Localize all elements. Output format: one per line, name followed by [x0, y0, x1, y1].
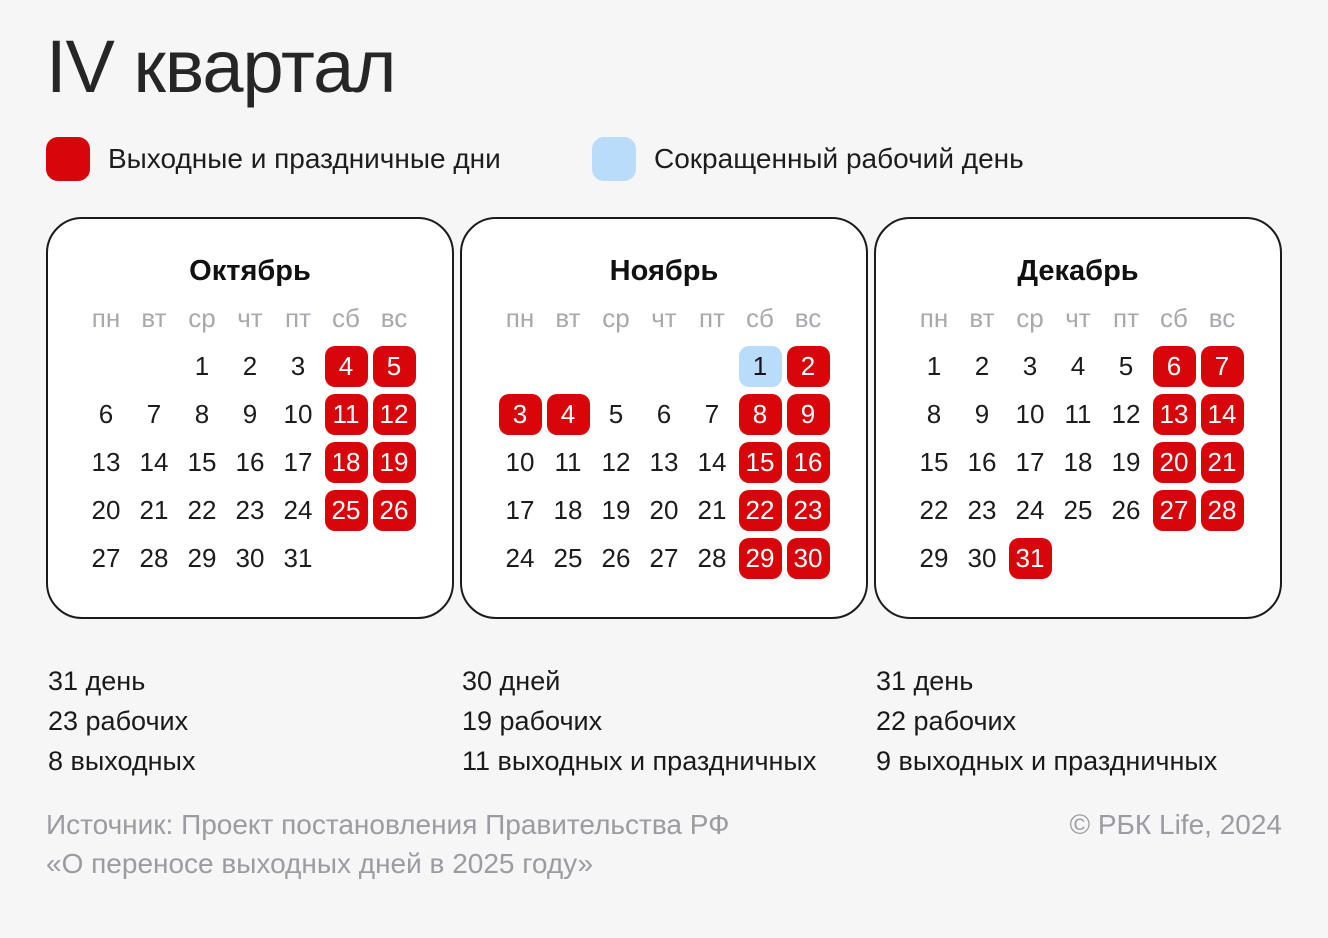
stat-off-days: 11 выходных и праздничных — [462, 746, 817, 777]
day-number: 22 — [739, 490, 782, 531]
day-number: 28 — [1201, 490, 1244, 531]
day-cell — [82, 486, 130, 534]
day-cell — [640, 390, 688, 438]
holiday-day-cell — [370, 438, 418, 486]
holiday-day-cell — [1150, 486, 1198, 534]
day-cell — [178, 486, 226, 534]
day-number: 21 — [139, 494, 169, 525]
legend-holiday-label: Выходные и праздничные дни — [108, 143, 501, 175]
empty-cell — [592, 342, 640, 390]
day-number: 1 — [194, 350, 210, 381]
holiday-day-cell — [1198, 390, 1246, 438]
day-cell — [910, 438, 958, 486]
day-number: 29 — [739, 538, 782, 579]
month-stats-november — [460, 661, 868, 781]
day-number: 13 — [1153, 394, 1196, 435]
day-cell — [226, 342, 274, 390]
short-workday-cell — [736, 342, 784, 390]
day-number: 6 — [98, 398, 114, 429]
day-cell — [130, 438, 178, 486]
weekday-label: чт — [237, 302, 263, 333]
holiday-day-cell — [1150, 390, 1198, 438]
footer — [46, 805, 1282, 883]
holiday-day-cell — [736, 438, 784, 486]
empty-cell — [130, 342, 178, 390]
day-number: 14 — [697, 446, 727, 477]
day-number: 22 — [187, 494, 217, 525]
day-number: 7 — [704, 398, 720, 429]
day-cell — [274, 342, 322, 390]
month-grid — [48, 294, 452, 582]
day-cell — [1054, 342, 1102, 390]
day-number: 27 — [649, 542, 679, 573]
legend-item-short — [592, 137, 1024, 181]
legend-item-holiday — [46, 137, 592, 181]
day-cell — [226, 486, 274, 534]
day-number: 6 — [1153, 346, 1196, 387]
day-number: 2 — [787, 346, 830, 387]
stat-off-days: 9 выходных и праздничных — [876, 746, 1218, 777]
day-cell — [640, 534, 688, 582]
day-cell — [1006, 438, 1054, 486]
day-number: 20 — [1153, 442, 1196, 483]
day-number: 21 — [1201, 442, 1244, 483]
month-title: Октябрь — [189, 255, 311, 288]
stat-work-days: 22 рабочих — [876, 706, 1017, 737]
day-cell — [910, 342, 958, 390]
holiday-swatch-icon — [46, 137, 90, 181]
source-line-1: Источник: Проект постановления Правительства РФ — [46, 809, 730, 841]
day-number: 26 — [1111, 494, 1141, 525]
day-number: 17 — [283, 446, 313, 477]
day-cell — [226, 438, 274, 486]
holiday-day-cell — [784, 486, 832, 534]
day-number: 23 — [787, 490, 830, 531]
day-cell — [688, 486, 736, 534]
stat-total-days: 31 день — [48, 666, 146, 697]
holiday-day-cell — [370, 342, 418, 390]
day-number: 3 — [290, 350, 306, 381]
day-number: 26 — [373, 490, 416, 531]
day-number: 25 — [553, 542, 583, 573]
day-cell — [226, 390, 274, 438]
holiday-day-cell — [784, 390, 832, 438]
holiday-day-cell — [1198, 438, 1246, 486]
day-cell — [1006, 342, 1054, 390]
day-cell — [958, 390, 1006, 438]
weekday-label: ср — [602, 302, 630, 333]
holiday-day-cell — [784, 342, 832, 390]
stat-work-days: 19 рабочих — [462, 706, 603, 737]
day-number: 11 — [325, 394, 368, 435]
day-cell — [544, 486, 592, 534]
day-number: 8 — [194, 398, 210, 429]
weekday-label: ср — [1016, 302, 1044, 333]
day-number: 1 — [739, 346, 782, 387]
day-cell — [592, 534, 640, 582]
weekday-label: ср — [188, 302, 216, 333]
day-cell — [544, 534, 592, 582]
day-cell — [592, 486, 640, 534]
day-number: 9 — [974, 398, 990, 429]
day-cell — [496, 486, 544, 534]
day-number: 21 — [697, 494, 727, 525]
day-cell — [178, 438, 226, 486]
day-cell — [910, 534, 958, 582]
day-number: 9 — [242, 398, 258, 429]
day-number: 6 — [656, 398, 672, 429]
weekday-label: вс — [1208, 302, 1236, 333]
day-number: 12 — [1111, 398, 1141, 429]
day-number: 16 — [235, 446, 265, 477]
day-number: 3 — [499, 394, 542, 435]
day-cell — [1006, 390, 1054, 438]
day-cell — [130, 486, 178, 534]
day-number: 28 — [139, 542, 169, 573]
day-number: 14 — [139, 446, 169, 477]
day-cell — [592, 438, 640, 486]
day-cell — [496, 534, 544, 582]
day-cell — [958, 438, 1006, 486]
weekday-label: пт — [1113, 302, 1139, 333]
day-number: 15 — [919, 446, 949, 477]
stat-work-days: 23 рабочих — [48, 706, 189, 737]
day-cell — [178, 342, 226, 390]
day-cell — [274, 390, 322, 438]
stat-total-days: 31 день — [876, 666, 974, 697]
empty-cell — [82, 342, 130, 390]
month-card-november — [460, 217, 868, 619]
holiday-day-cell — [784, 438, 832, 486]
day-cell — [688, 534, 736, 582]
day-cell — [1102, 390, 1150, 438]
day-cell — [274, 438, 322, 486]
weekday-label: вс — [380, 302, 408, 333]
weekday-label: вт — [555, 302, 581, 333]
day-number: 17 — [505, 494, 535, 525]
day-number: 30 — [967, 542, 997, 573]
holiday-day-cell — [1198, 486, 1246, 534]
day-cell — [496, 438, 544, 486]
day-number: 27 — [1153, 490, 1196, 531]
day-number: 5 — [1118, 350, 1134, 381]
holiday-day-cell — [736, 534, 784, 582]
empty-cell — [640, 342, 688, 390]
calendar-cards — [46, 217, 1282, 619]
day-cell — [640, 438, 688, 486]
month-title: Декабрь — [1017, 255, 1139, 288]
weekday-label: чт — [1065, 302, 1091, 333]
infographic-page — [0, 26, 1328, 938]
weekday-label: вс — [794, 302, 822, 333]
day-cell — [958, 486, 1006, 534]
day-cell — [958, 342, 1006, 390]
month-stats-december — [874, 661, 1282, 781]
weekday-label: вт — [141, 302, 167, 333]
day-number: 10 — [505, 446, 535, 477]
day-number: 18 — [553, 494, 583, 525]
day-cell — [1054, 438, 1102, 486]
month-card-october — [46, 217, 454, 619]
day-cell — [130, 534, 178, 582]
holiday-day-cell — [496, 390, 544, 438]
day-number: 15 — [187, 446, 217, 477]
day-number: 25 — [1063, 494, 1093, 525]
holiday-day-cell — [1150, 438, 1198, 486]
weekday-label: пн — [919, 302, 949, 333]
holiday-day-cell — [322, 486, 370, 534]
month-stats-row — [46, 661, 1282, 781]
day-cell — [130, 390, 178, 438]
day-cell — [1054, 486, 1102, 534]
day-cell — [688, 438, 736, 486]
day-number: 29 — [919, 542, 949, 573]
holiday-day-cell — [322, 390, 370, 438]
weekday-label: пт — [699, 302, 725, 333]
day-cell — [910, 390, 958, 438]
weekday-label: пн — [91, 302, 121, 333]
weekday-label: пн — [505, 302, 535, 333]
day-number: 4 — [547, 394, 590, 435]
holiday-day-cell — [1198, 342, 1246, 390]
day-number: 17 — [1015, 446, 1045, 477]
day-number: 31 — [1009, 538, 1052, 579]
holiday-day-cell — [370, 390, 418, 438]
day-number: 19 — [601, 494, 631, 525]
day-number: 16 — [967, 446, 997, 477]
day-number: 8 — [739, 394, 782, 435]
weekday-label: вт — [969, 302, 995, 333]
day-number: 15 — [739, 442, 782, 483]
month-grid — [876, 294, 1280, 582]
weekday-label: сб — [1160, 302, 1188, 333]
day-number: 24 — [1015, 494, 1045, 525]
day-number: 1 — [926, 350, 942, 381]
source-line-2: «О переносе выходных дней в 2025 году» — [46, 848, 594, 880]
day-number: 28 — [697, 542, 727, 573]
holiday-day-cell — [784, 534, 832, 582]
day-number: 4 — [325, 346, 368, 387]
day-number: 26 — [601, 542, 631, 573]
day-number: 12 — [373, 394, 416, 435]
copyright-note: © РБК Life, 2024 — [1069, 809, 1282, 841]
stat-off-days: 8 выходных — [48, 746, 196, 777]
page-title: IV квартал — [46, 25, 396, 108]
day-cell — [958, 534, 1006, 582]
day-cell — [688, 390, 736, 438]
holiday-day-cell — [736, 486, 784, 534]
day-number: 20 — [91, 494, 121, 525]
day-cell — [1102, 438, 1150, 486]
month-card-december — [874, 217, 1282, 619]
day-number: 24 — [283, 494, 313, 525]
day-number: 10 — [1015, 398, 1045, 429]
day-number: 9 — [787, 394, 830, 435]
legend — [46, 137, 1282, 181]
day-number: 5 — [373, 346, 416, 387]
day-number: 18 — [1063, 446, 1093, 477]
holiday-day-cell — [736, 390, 784, 438]
day-cell — [1102, 342, 1150, 390]
day-number: 7 — [1201, 346, 1244, 387]
day-number: 31 — [283, 542, 313, 573]
day-number: 30 — [787, 538, 830, 579]
day-cell — [640, 486, 688, 534]
day-number: 5 — [608, 398, 624, 429]
day-number: 13 — [91, 446, 121, 477]
day-number: 25 — [325, 490, 368, 531]
day-cell — [82, 438, 130, 486]
day-number: 27 — [91, 542, 121, 573]
day-number: 19 — [373, 442, 416, 483]
day-number: 3 — [1022, 350, 1038, 381]
holiday-day-cell — [322, 342, 370, 390]
day-cell — [82, 534, 130, 582]
month-title: Ноябрь — [609, 255, 719, 288]
holiday-day-cell — [1006, 534, 1054, 582]
day-number: 14 — [1201, 394, 1244, 435]
day-cell — [178, 534, 226, 582]
month-stats-october — [46, 661, 454, 781]
day-number: 8 — [926, 398, 942, 429]
month-grid — [462, 294, 866, 582]
holiday-day-cell — [370, 486, 418, 534]
day-cell — [82, 390, 130, 438]
day-number: 11 — [1064, 398, 1092, 429]
legend-short-label: Сокращенный рабочий день — [654, 143, 1024, 175]
day-number: 4 — [1070, 350, 1086, 381]
day-cell — [274, 534, 322, 582]
day-cell — [1006, 486, 1054, 534]
day-number: 18 — [325, 442, 368, 483]
holiday-day-cell — [322, 438, 370, 486]
day-number: 23 — [235, 494, 265, 525]
day-number: 29 — [187, 542, 217, 573]
day-number: 24 — [505, 542, 535, 573]
source-note — [46, 805, 729, 883]
day-number: 12 — [601, 446, 631, 477]
day-cell — [178, 390, 226, 438]
day-number: 2 — [242, 350, 258, 381]
short-day-swatch-icon — [592, 137, 636, 181]
day-cell — [544, 438, 592, 486]
day-number: 13 — [649, 446, 679, 477]
day-number: 10 — [283, 398, 313, 429]
day-cell — [1102, 486, 1150, 534]
day-number: 30 — [235, 542, 265, 573]
day-cell — [1054, 390, 1102, 438]
weekday-label: сб — [332, 302, 360, 333]
day-number: 22 — [919, 494, 949, 525]
holiday-day-cell — [1150, 342, 1198, 390]
day-cell — [226, 534, 274, 582]
day-number: 11 — [554, 446, 582, 477]
day-cell — [274, 486, 322, 534]
day-number: 2 — [974, 350, 990, 381]
stat-total-days: 30 дней — [462, 666, 561, 697]
empty-cell — [544, 342, 592, 390]
day-cell — [910, 486, 958, 534]
weekday-label: сб — [746, 302, 774, 333]
day-number: 23 — [967, 494, 997, 525]
weekday-label: пт — [285, 302, 311, 333]
day-number: 7 — [146, 398, 162, 429]
day-cell — [592, 390, 640, 438]
empty-cell — [496, 342, 544, 390]
holiday-day-cell — [544, 390, 592, 438]
day-number: 19 — [1111, 446, 1141, 477]
empty-cell — [688, 342, 736, 390]
day-number: 16 — [787, 442, 830, 483]
weekday-label: чт — [651, 302, 677, 333]
day-number: 20 — [649, 494, 679, 525]
